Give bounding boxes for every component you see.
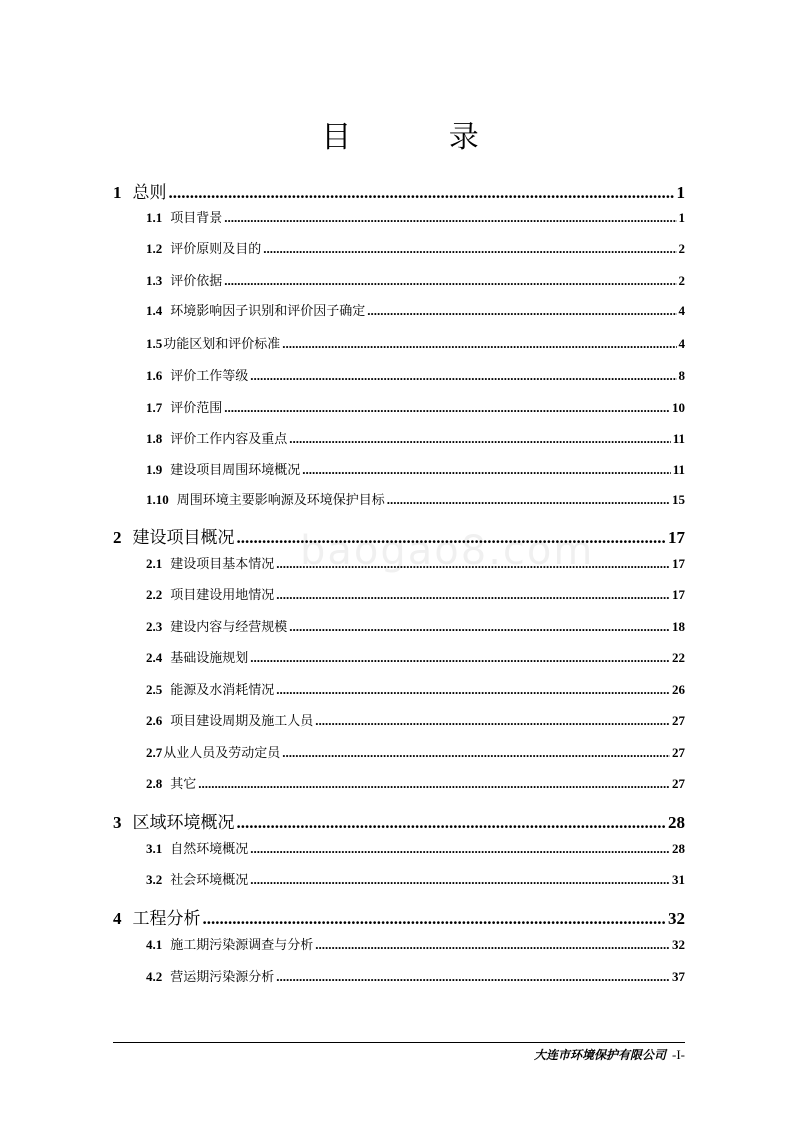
toc-entry-text: 项目背景 [170,211,223,226]
toc-entry-label [146,270,222,289]
toc-entry-number: 2.7 [146,745,163,760]
toc-entry-text: 评价工作等级 [170,369,249,384]
toc-leader-dots [237,528,667,548]
toc-leader-dots [263,241,676,257]
toc-entry-number: 2.6 [146,713,163,728]
toc-entry-number: 3 [113,813,122,832]
toc-entry-label [146,934,313,953]
toc-leader-dots [237,813,667,833]
toc-entry-number: 1.6 [146,368,163,383]
toc-entry[interactable] [113,904,685,929]
toc-leader-dots [289,431,670,447]
toc-entry-text: 其它 [170,777,197,792]
toc-entry-label [146,207,222,226]
toc-entry-page: 4 [678,303,685,318]
toc-entry-page: 8 [678,368,685,383]
footer [534,1046,685,1063]
toc-entry-number: 4 [113,909,122,928]
toc-entry[interactable] [146,300,685,319]
toc-leader-dots [302,462,670,478]
toc-entry-page: 26 [672,682,685,697]
toc-entry-label [146,238,261,257]
toc-entry-number: 1.4 [146,303,163,318]
toc-entry[interactable] [146,333,685,352]
toc-entry-text: 从业人员及劳动定员 [163,746,281,761]
toc-leader-dots [367,303,676,319]
toc-leader-dots [250,841,670,857]
toc-entry-label [146,742,280,761]
toc-entry-text: 工程分析 [132,909,201,929]
toc-leader-dots [315,937,670,953]
toc-leader-dots [276,969,670,985]
toc-entry-text: 评价依据 [170,274,223,289]
toc-entry-number: 4.1 [146,937,163,952]
toc-entry[interactable] [113,178,685,203]
toc-leader-dots [315,713,670,729]
toc-leader-dots [289,619,670,635]
toc-entry-page: 31 [672,872,685,887]
toc-entry-number: 2.2 [146,587,163,602]
toc-entry-label [146,300,365,319]
toc-entry-label [146,616,287,635]
toc-entry-label [146,397,222,416]
toc-entry-label [146,333,280,352]
toc-entry-text: 周围环境主要影响源及环境保护目标 [176,493,385,508]
toc-entry-page: 17 [668,528,685,547]
toc-entry-label [146,584,274,603]
toc-entry-text: 建设项目概况 [132,528,235,548]
footer-company: 大连市环境保护有限公司 [533,1048,666,1062]
toc-entry-page: 32 [672,937,685,952]
toc-leader-dots [224,400,670,416]
toc-entry-page: 28 [672,841,685,856]
toc-entry-page: 27 [672,713,685,728]
toc-entry-number: 2.4 [146,650,163,665]
toc-entry-label [113,904,201,929]
toc-entry[interactable] [146,773,685,792]
toc-entry-text: 营运期污染源分析 [170,970,275,985]
toc-entry-page: 4 [678,336,685,351]
toc-entry-label [146,428,287,447]
toc-entry-label [146,773,196,792]
toc-entry-text: 能源及水消耗情况 [170,683,275,698]
toc-entry-page: 1 [676,183,685,202]
toc-entry-page: 17 [672,587,685,602]
toc-entry-page: 10 [672,400,685,415]
toc-leader-dots [282,336,676,352]
page-title: 目 录 [321,120,523,155]
toc-entry-page: 27 [672,745,685,760]
toc-entry[interactable] [146,489,685,508]
toc-entry[interactable] [146,397,685,416]
toc-entry-page: 11 [672,462,685,477]
toc-entry-page: 17 [672,556,685,571]
toc-entry-number: 1.10 [146,492,169,507]
toc-entry[interactable] [146,365,685,384]
toc-entry-number: 1.9 [146,462,163,477]
toc-entry[interactable] [146,710,685,729]
toc-entry[interactable] [146,238,685,257]
toc-entry-label [113,178,167,203]
toc-entry-label [146,459,300,478]
toc-entry-number: 4.2 [146,969,163,984]
toc-leader-dots [250,650,670,666]
toc-entry-text: 社会环境概况 [170,873,249,888]
toc-entry-text: 评价范围 [170,401,223,416]
toc-entry-label [146,869,248,888]
toc-entry-page: 22 [672,650,685,665]
toc-leader-dots [203,909,667,929]
toc-entry-label [146,647,248,666]
toc-entry[interactable] [146,838,685,857]
toc-entry-page: 11 [672,431,685,446]
toc-entry-text: 建设项目周围环境概况 [170,463,301,478]
toc-entry[interactable] [146,742,685,761]
toc-entry-label [146,553,274,572]
toc-entry-text: 项目建设用地情况 [170,588,275,603]
watermark: baogao8.com [300,528,595,574]
toc-entry-number: 1.3 [146,273,163,288]
toc-leader-dots [282,745,670,761]
toc-entry-number: 1.5 [146,336,163,351]
toc-entry-label [113,523,235,548]
toc-entry-label [146,710,313,729]
toc-entry-label [146,679,274,698]
toc-entry[interactable] [146,679,685,698]
toc-entry-text: 区域环境概况 [132,813,235,833]
toc-leader-dots [250,368,676,384]
toc-entry-text: 评价原则及目的 [170,242,262,257]
toc-entry-number: 2.1 [146,556,163,571]
toc-entry[interactable] [146,934,685,953]
toc-entry[interactable] [146,616,685,635]
toc-entry[interactable] [146,270,685,289]
footer-page-number: -I- [672,1047,685,1062]
toc-leader-dots [169,183,675,203]
toc-entry[interactable] [146,459,685,478]
toc-leader-dots [250,872,670,888]
toc-entry[interactable] [146,584,685,603]
toc-entry-number: 1.1 [146,210,163,225]
toc-leader-dots [276,682,670,698]
toc-entry-label [146,489,385,508]
toc-entry-number: 1.7 [146,400,163,415]
toc-entry-text: 基础设施规划 [170,651,249,666]
toc-entry-number: 3.2 [146,872,163,887]
toc-entry-number: 2.8 [146,776,163,791]
toc-entry-page: 2 [678,241,685,256]
toc-leader-dots [224,210,676,226]
toc-entry-page: 28 [668,813,685,832]
toc-entry-number: 1 [113,183,122,202]
toc-entry-page: 37 [672,969,685,984]
toc-entry[interactable] [146,869,685,888]
toc-leader-dots [276,587,670,603]
toc-entry-number: 3.1 [146,841,163,856]
toc-entry-number: 1.2 [146,241,163,256]
toc-entry[interactable] [146,647,685,666]
toc-entry-number: 2.5 [146,682,163,697]
toc-entry-page: 32 [668,909,685,928]
toc-entry[interactable] [146,966,685,985]
toc-entry-text: 自然环境概况 [170,842,249,857]
toc-entry-page: 27 [672,776,685,791]
toc-entry[interactable] [113,808,685,833]
toc-entry[interactable] [146,207,685,226]
toc-entry-page: 2 [678,273,685,288]
toc-entry-label [146,365,248,384]
toc-entry[interactable] [113,523,685,548]
toc-entry-label [113,808,235,833]
toc-entry-text: 建设项目基本情况 [170,557,275,572]
toc-entry[interactable] [146,553,685,572]
toc-leader-dots [224,273,676,289]
toc-leader-dots [387,492,670,508]
toc-entry-text: 评价工作内容及重点 [170,432,288,447]
toc-entry-text: 建设内容与经营规模 [170,620,288,635]
toc-entry-text: 总则 [132,183,167,203]
toc-entry-page: 1 [678,210,685,225]
toc-entry-number: 1.8 [146,431,163,446]
toc-entry-page: 18 [672,619,685,634]
toc-entry-page: 15 [672,492,685,507]
toc-leader-dots [276,556,670,572]
toc-entry-number: 2 [113,528,122,547]
toc-entry-text: 施工期污染源调查与分析 [170,938,314,953]
toc-entry-label [146,838,248,857]
toc-leader-dots [198,776,670,792]
toc-entry-text: 环境影响因子识别和评价因子确定 [170,304,366,319]
toc-entry[interactable] [146,428,685,447]
toc-entry-number: 2.3 [146,619,163,634]
toc-entry-text: 项目建设周期及施工人员 [170,714,314,729]
toc-entry-label [146,966,274,985]
toc-entry-text: 功能区划和评价标准 [163,337,281,352]
footer-divider [113,1042,685,1043]
